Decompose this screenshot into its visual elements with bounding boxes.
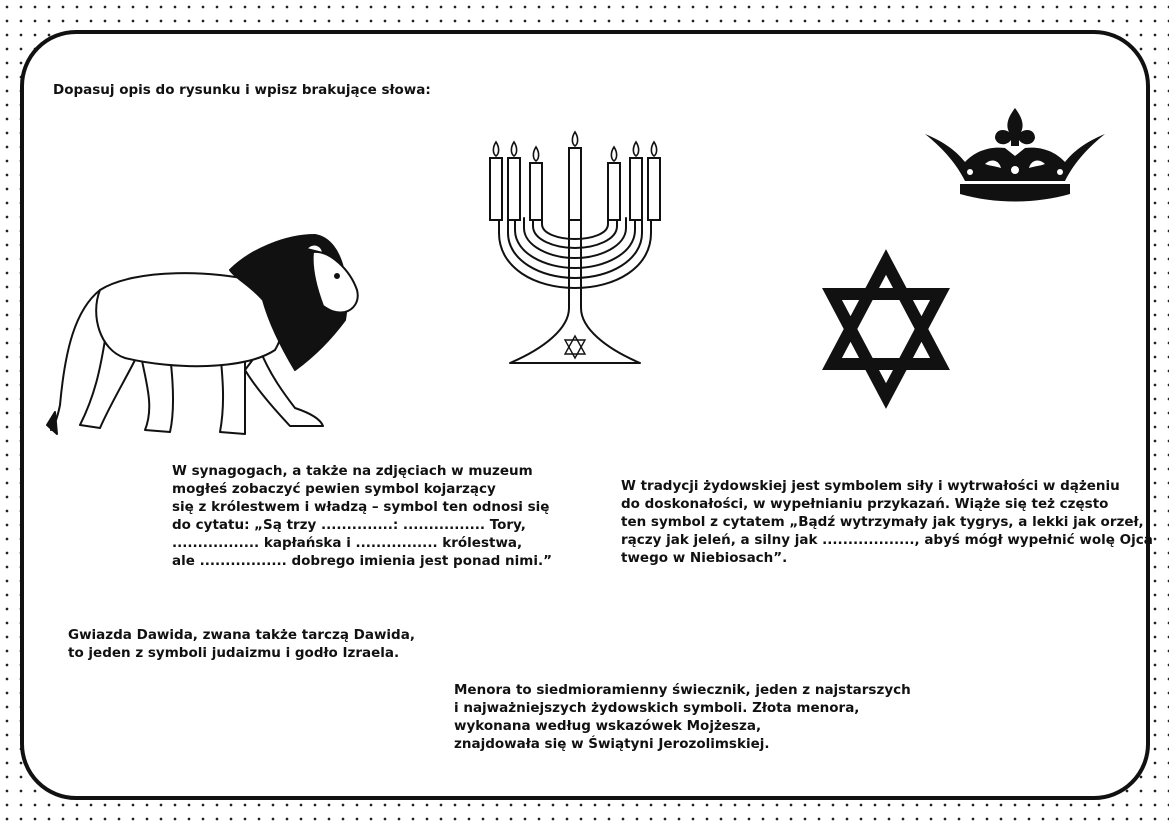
menorah-icon: [485, 128, 665, 373]
crown-icon: [925, 106, 1105, 206]
description-star-of-david: Gwiazda Dawida, zwana także tarczą Dawida, to jeden z symboli judaizmu i godło Izraela.: [68, 627, 415, 661]
description-lion: W tradycji żydowskiej jest symbolem siły i wytrwałości w dążeniu do doskonałości, w wypełnianiu przykazań. Wiąże się też często ten symbol z cytatem „Bądź wytrzymały jak tygrys, a lekki jak orzeł, rączy jak jeleń, a silny jak .................., abyś mógł wypełnić wolę Ojca twego w Niebiosach”.: [621, 478, 1153, 566]
instruction-title: Dopasuj opis do rysunku i wpisz brakujące słowa:: [53, 82, 431, 98]
description-menorah: Menora to siedmioramienny świecznik, jeden z najstarszych i najważniejszych żydowskich symboli. Złota menora, wykonana według wskazówek Mojżesza, znajdowała się w Świątyni Jerozolimskiej.: [454, 682, 911, 752]
lion-icon: [45, 230, 365, 440]
description-crown: W synagogach, a także na zdjęciach w muzeum mogłeś zobaczyć pewien symbol kojarzący się z królestwem i władzą – symbol ten odnosi się do cytatu: „Są trzy ..............: ................ Tory, ................. kapłańska i ................ królestwa, ale ................. dobrego imienia jest ponad nimi.”: [172, 463, 552, 569]
star-of-david-icon: [822, 254, 950, 404]
